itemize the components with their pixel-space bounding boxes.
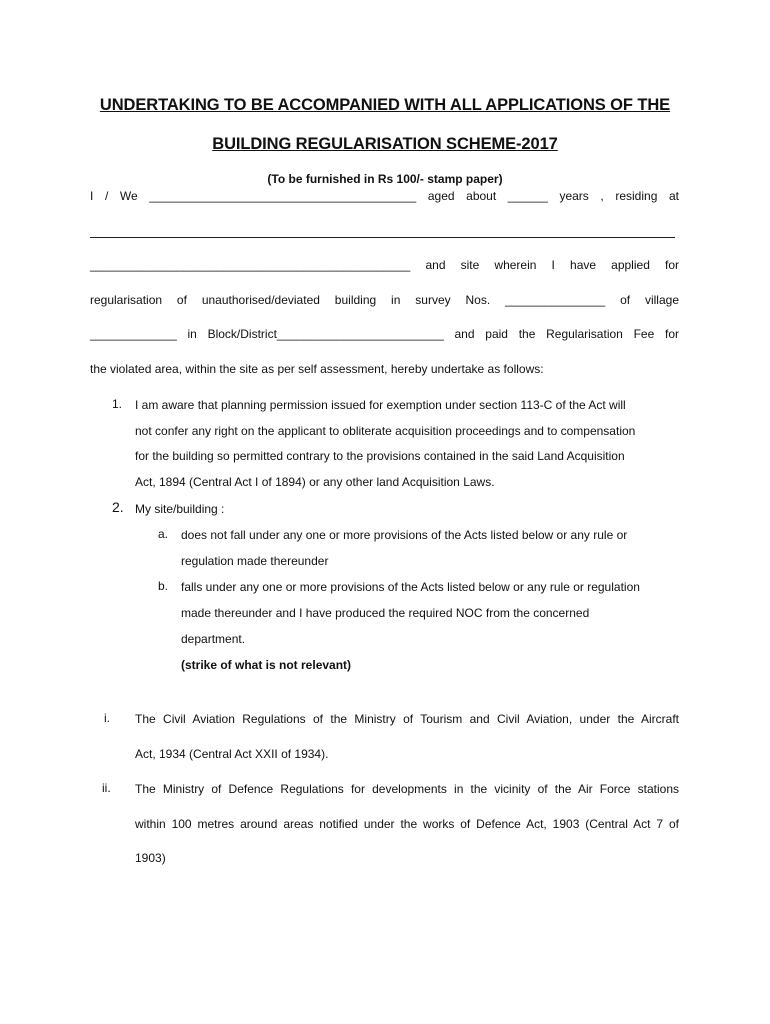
item-number-2: 2.: [112, 499, 124, 515]
blank-address-line: [90, 237, 675, 238]
intro-line-3: regularisation of unauthorised/deviated building in survey Nos. _______________ of village: [90, 293, 679, 307]
subitem-b-line-1: falls under any one or more provisions of the Acts listed below or any rule or regulation: [181, 580, 640, 594]
act-numeral-i: i.: [104, 711, 110, 725]
subitem-a-line-1: does not fall under any one or more provisions of the Acts listed below or any rule or: [181, 528, 628, 542]
item-2-line-1: My site/building :: [135, 502, 225, 516]
act-numeral-ii: ii.: [102, 781, 111, 795]
subitem-letter-a: a.: [158, 527, 169, 541]
act-ii-line-3: 1903): [135, 851, 166, 865]
stamp-paper-note: (To be furnished in Rs 100/- stamp paper): [267, 172, 503, 186]
intro-line-1: I / We ________________________________________ aged about ______ years , residing at: [90, 189, 679, 203]
intro-line-4: _____________ in Block/District_________________________ and paid the Regularisation Fee for: [90, 327, 679, 341]
item-1-line-4: Act, 1894 (Central Act I of 1894) or any other land Acquisition Laws.: [135, 475, 495, 489]
strike-note: (strike of what is not relevant): [181, 658, 352, 672]
item-1-line-2: not confer any right on the applicant to obliterate acquisition proceedings and to compensation: [135, 424, 636, 438]
intro-line-2: ________________________________________________ and site wherein I have applied for: [90, 258, 679, 272]
item-1-line-3: for the building so permitted contrary to the provisions contained in the said Land Acquisition: [135, 449, 625, 463]
subitem-a-line-2: regulation made thereunder: [181, 554, 329, 568]
subitem-letter-b: b.: [158, 579, 169, 593]
act-i-line-1: The Civil Aviation Regulations of the Ministry of Tourism and Civil Aviation, under the Aircraft: [135, 712, 679, 726]
act-ii-line-2: within 100 metres around areas notified under the works of Defence Act, 1903 (Central Act 7 of: [135, 817, 679, 831]
subitem-b-line-3: department.: [181, 632, 246, 646]
item-number-1: 1.: [112, 397, 123, 411]
document-title-line-2: BUILDING REGULARISATION SCHEME-2017: [212, 135, 558, 153]
document-title-line-1: UNDERTAKING TO BE ACCOMPANIED WITH ALL APPLICATIONS OF THE: [99, 96, 671, 114]
act-ii-line-1: The Ministry of Defence Regulations for developments in the vicinity of the Air Force stations: [135, 782, 679, 796]
act-i-line-2: Act, 1934 (Central Act XXII of 1934).: [135, 747, 329, 761]
item-1-line-1: I am aware that planning permission issued for exemption under section 113-C of the Act will: [135, 398, 626, 412]
intro-line-5: the violated area, within the site as per self assessment, hereby undertake as follows:: [90, 362, 544, 376]
subitem-b-line-2: made thereunder and I have produced the required NOC from the concerned: [181, 606, 590, 620]
